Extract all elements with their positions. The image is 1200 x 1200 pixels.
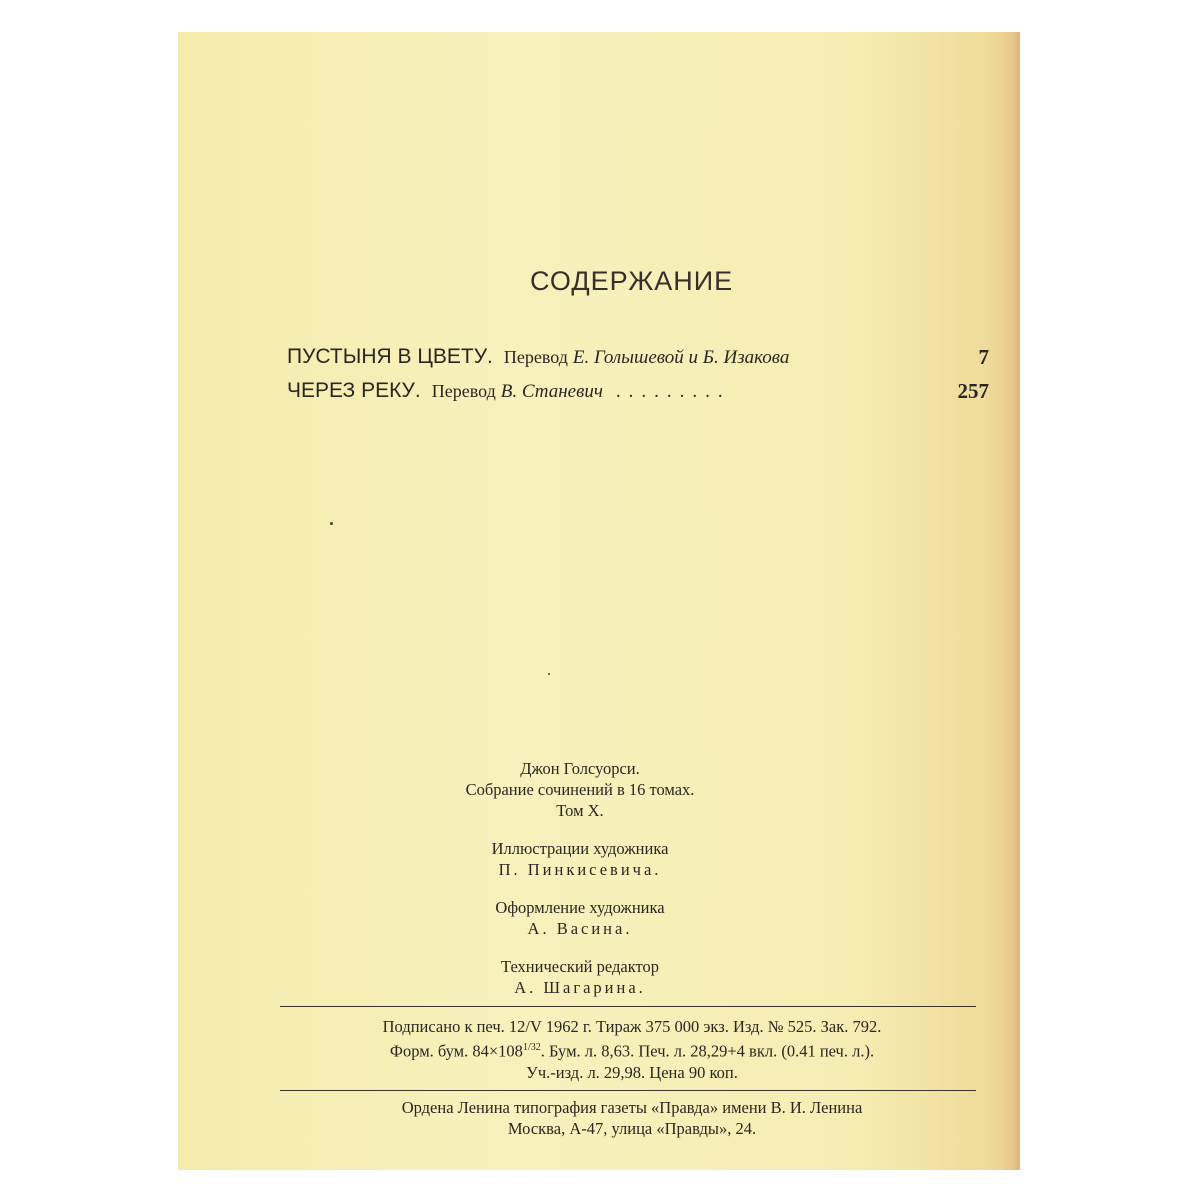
- printer-line-2: Москва, А-47, улица «Правды», 24.: [507, 1119, 757, 1138]
- toc-entry-title: ПУСТЫНЯ В ЦВЕТУ: [287, 345, 488, 368]
- toc-entry: [287, 374, 989, 408]
- toc-entry-title: ЧЕРЕЗ РЕКУ: [287, 379, 415, 402]
- imprint-top-rule: [280, 1006, 976, 1007]
- paper-speck: [548, 673, 550, 675]
- toc-entry-translators: В. Станевич: [500, 381, 603, 402]
- toc-entry-page: 7: [978, 345, 989, 369]
- collection-line: Собрание сочинений в 16 томах.: [465, 780, 695, 799]
- illustrations-name: П. Пинкисевича.: [498, 860, 662, 879]
- toc-entry-separator: .: [414, 379, 421, 402]
- imprint-line-1: Подписано к печ. 12/V 1962 г. Тираж 375 000 экз. Изд. № 525. Зак. 792.: [382, 1017, 882, 1036]
- book-page: [178, 32, 1020, 1170]
- toc-entry-translation-label: Перевод: [503, 347, 568, 367]
- toc-entry-translation-label: Перевод: [431, 381, 496, 401]
- design-label: Оформление художника: [495, 898, 665, 917]
- toc-entry-translators: Е. Голышевой и Б. Изакова: [572, 347, 790, 368]
- author-line: Джон Голсуорси.: [520, 759, 640, 778]
- colophon-credits: [380, 758, 780, 998]
- imprint-line-3: Уч.-изд. л. 29,98. Цена 90 коп.: [526, 1062, 738, 1082]
- page-edge-shadow: [1002, 32, 1020, 1170]
- contents-heading: СОДЕРЖАНИЕ: [530, 266, 734, 296]
- toc-entry-page: 257: [957, 379, 989, 403]
- toc-entry-separator: .: [487, 345, 493, 368]
- imprint-line-2-start: Форм. бум. 84×108: [389, 1041, 523, 1061]
- imprint-bottom-rule: [280, 1090, 976, 1091]
- imprint-print-details: [274, 1016, 990, 1083]
- imprint-line-2-end: . Бум. л. 8,63. Печ. л. 28,29+4 вкл. (0.41 печ. л.).: [540, 1041, 875, 1061]
- toc-entry-leader: .........: [615, 381, 731, 402]
- paper-speck: [330, 522, 333, 525]
- imprint-line-2: [274, 1037, 990, 1062]
- table-of-contents: [287, 340, 989, 408]
- tech-editor-name: А. Шагарина.: [514, 978, 646, 997]
- illustrations-label: Иллюстрации художника: [491, 839, 669, 858]
- design-name: А. Васина.: [527, 919, 633, 938]
- tech-editor-label: Технический редактор: [501, 957, 659, 976]
- printer-line-1: Ордена Ленина типография газеты «Правда» имени В. И. Ленина: [401, 1098, 863, 1117]
- volume-line: Том X.: [556, 801, 604, 820]
- imprint-line-2-fraction: 1/32: [522, 1042, 541, 1053]
- imprint-printer: [274, 1097, 990, 1139]
- toc-entry: [287, 340, 989, 374]
